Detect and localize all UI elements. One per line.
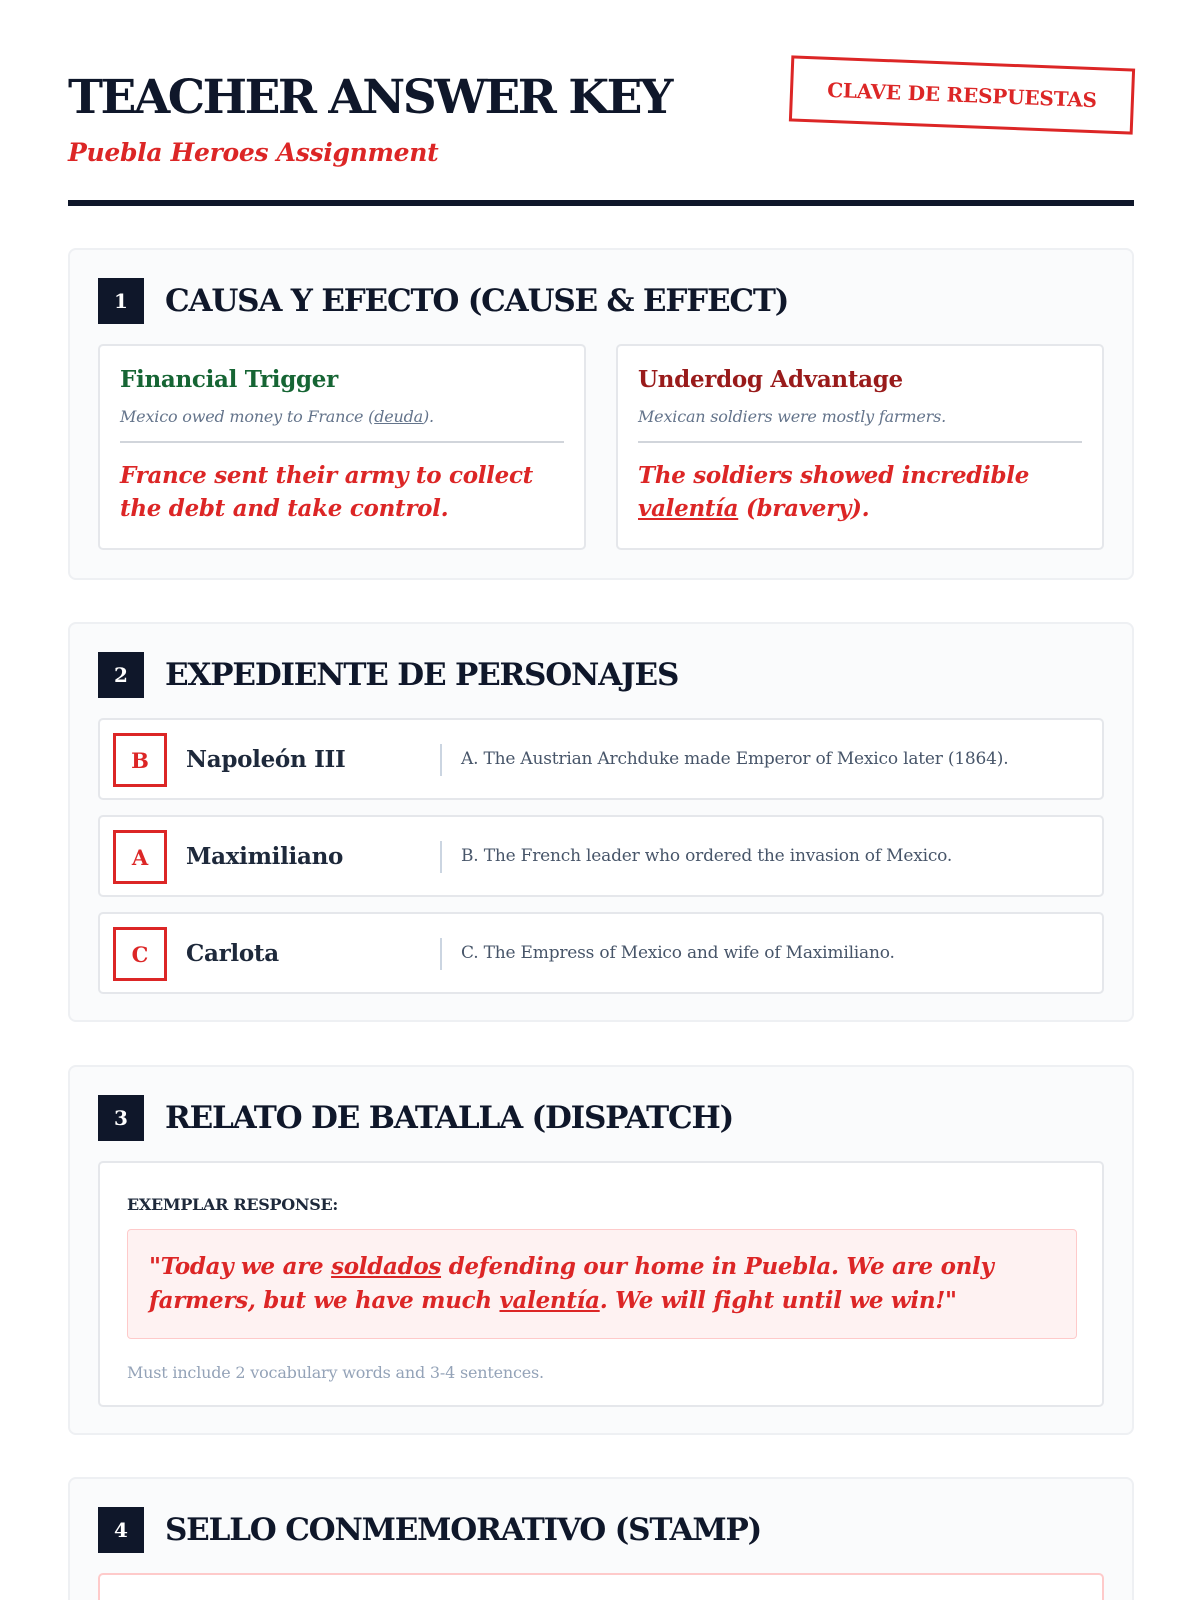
page-subtitle: Puebla Heroes Assignment	[68, 138, 439, 167]
section-number: 3	[98, 1095, 144, 1141]
exemplar-quote	[127, 1229, 1077, 1339]
character-name: Napoleón III	[186, 745, 346, 773]
cause-card-financial-trigger	[98, 344, 586, 550]
card-divider	[120, 441, 564, 443]
answer-letter: A	[113, 830, 167, 884]
card-prompt	[120, 407, 564, 426]
match-row	[98, 912, 1104, 994]
vocab-term: valentía	[499, 1287, 600, 1314]
prompt-text-end: ).	[423, 407, 434, 426]
header-divider	[68, 200, 1134, 206]
answer-text: The soldiers showed incredible	[638, 461, 1030, 489]
card-answer	[638, 459, 1082, 525]
quote-text: "Today we are	[149, 1253, 332, 1280]
card-heading: Underdog Advantage	[638, 366, 903, 393]
answer-letter: B	[113, 733, 167, 787]
cause-card-underdog-advantage	[616, 344, 1104, 550]
section-number: 4	[98, 1507, 144, 1553]
section-title: EXPEDIENTE DE PERSONAJES	[165, 657, 679, 693]
section-battle-dispatch	[68, 1065, 1134, 1435]
stamp-card	[98, 1573, 1104, 1600]
character-name: Carlota	[186, 939, 279, 967]
vocab-term: valentía	[638, 494, 739, 522]
character-definition: B. The French leader who ordered the invasion of Mexico.	[461, 846, 953, 866]
vocab-term: deuda	[374, 407, 424, 426]
grading-note: Must include 2 vocabulary words and 3-4 sentences.	[127, 1363, 544, 1382]
prompt-text: Mexico owed money to France (	[120, 407, 375, 426]
section-title: CAUSA Y EFECTO (CAUSE & EFFECT)	[165, 283, 789, 319]
card-prompt: Mexican soldiers were mostly farmers.	[638, 407, 946, 426]
character-definition: A. The Austrian Archduke made Emperor of Mexico later (1864).	[461, 749, 1009, 769]
quote-text: defending our home in Puebla. We are only farmers, but we have much	[149, 1253, 994, 1314]
section-number: 2	[98, 652, 144, 698]
section-number: 1	[98, 278, 144, 324]
quote-text-end: . We will fight until we win!"	[599, 1287, 957, 1314]
section-header	[98, 652, 678, 698]
exemplar-label: EXEMPLAR RESPONSE:	[127, 1195, 338, 1214]
row-divider	[440, 744, 442, 776]
section-title: SELLO CONMEMORATIVO (STAMP)	[165, 1512, 762, 1548]
character-definition: C. The Empress of Mexico and wife of Maximiliano.	[461, 943, 895, 963]
card-answer: France sent their army to collect the debt and take control.	[120, 461, 533, 522]
match-row	[98, 718, 1104, 800]
section-cause-effect	[68, 248, 1134, 580]
section-character-file	[68, 622, 1134, 1022]
page-title: TEACHER ANSWER KEY	[68, 70, 671, 125]
row-divider	[440, 938, 442, 970]
card-heading: Financial Trigger	[120, 366, 338, 393]
dispatch-card	[98, 1161, 1104, 1407]
section-stamp	[68, 1477, 1134, 1600]
character-name: Maximiliano	[186, 842, 344, 870]
section-header	[98, 1095, 733, 1141]
answer-letter: C	[113, 927, 167, 981]
answer-text-end: (bravery).	[738, 494, 870, 522]
section-title: RELATO DE BATALLA (DISPATCH)	[165, 1100, 734, 1136]
section-header	[98, 278, 788, 324]
answer-key-stamp: CLAVE DE RESPUESTAS	[789, 55, 1135, 134]
match-row	[98, 815, 1104, 897]
section-header	[98, 1507, 761, 1553]
row-divider	[440, 841, 442, 873]
card-divider	[638, 441, 1082, 443]
vocab-term: soldados	[331, 1253, 442, 1280]
